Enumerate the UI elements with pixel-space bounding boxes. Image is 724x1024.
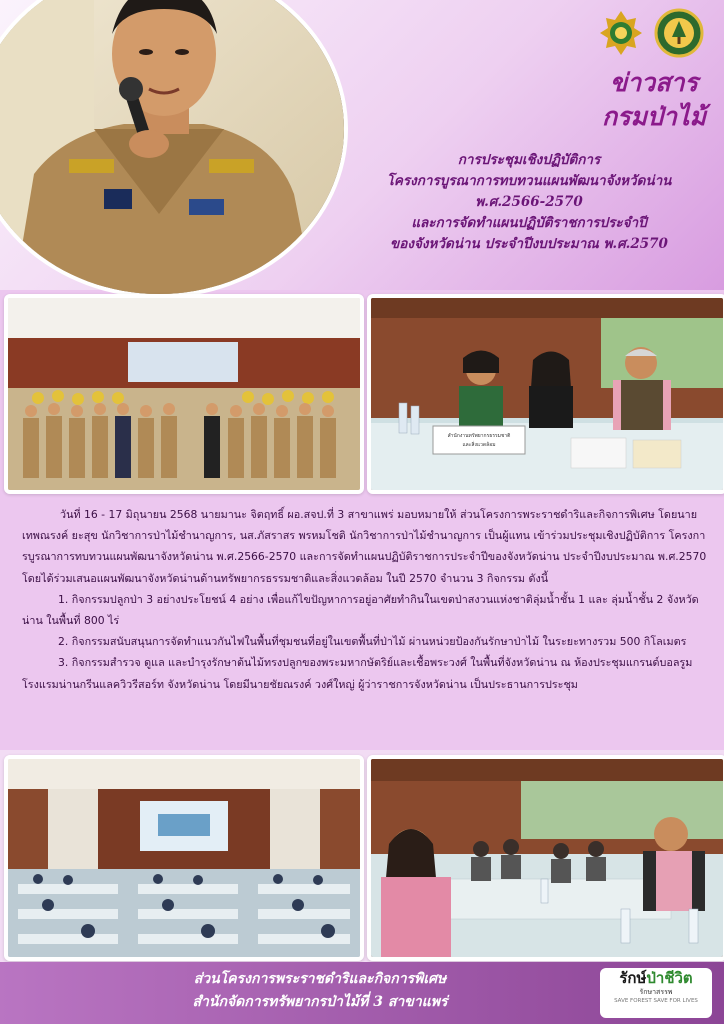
footer-line: สำนักจัดการทรัพยากรป่าไม้ที่ 3 สาขาแพร่: [192, 994, 448, 1010]
news-title: [602, 66, 706, 134]
group-photo: [4, 294, 364, 494]
activity-item-1: 1. กิจกรรมปลูกป่า 3 อย่างประโยชน์ 4 อย่าง เพื่อแก้ไขปัญหาการอยู่อาศัยทำกินในเขตป่าสงวนแห่งชาติลุ่มน้ำชั้น 1 และ ลุ่มน้ำชั้น 2 จังหวัดน่าน ในพื้นที่ 800 ไร่: [22, 592, 699, 628]
attendees-photo: [367, 294, 724, 494]
save-forest-logo: [600, 968, 712, 1018]
brand-sub-text: รักษาสรรพ: [639, 988, 673, 996]
headline-line: พ.ศ.2566-2570: [475, 194, 583, 210]
brand-tagline: SAVE FOREST SAVE FOR LIVES: [614, 998, 698, 1004]
activity-item-2: 2. กิจกรรมสนับสนุนการจัดทำแนวกันไฟในพื้นที่ชุมชนที่อยู่ในเขตพื้นที่ป่าไม้ ผ่านหน่วยป้องกันรักษาป่าไม้ ในระยะทางรวม 500 กิโลเมตร: [58, 635, 687, 649]
headline: [340, 150, 718, 255]
news-title-line: ข่าวสาร: [610, 68, 698, 97]
footer-line: ส่วนโครงการพระราชดำริและกิจการพิเศษ: [193, 971, 447, 987]
ministry-emblem-icon: [596, 8, 646, 58]
workshop-photo: [367, 755, 724, 961]
news-title-line: กรมป่าไม้: [601, 102, 706, 131]
brand-part: ชีวิต: [664, 969, 693, 987]
headline-line: โครงการบูรณาการทบทวนแผนพัฒนาจังหวัดน่าน: [386, 173, 672, 189]
paragraph-intro: วันที่ 16 - 17 มิถุนายน 2568 นายมานะ จิตฤทธิ์ ผอ.สจป.ที่ 3 สาขาแพร่ มอบหมายให้ ส่วนโครงการพระราชดำริและกิจการพิเศษ โดยนายเทพณรงค์ ยะสุข นักวิชาการป่าไม้ชำนาญการ, นส.ภัสราสร พรหมโชติ นักวิชาการป่าไม้ชำนาญการ เป็นผู้แทน เข้าร่วมประชุมเชิงปฏิบัติการ โครงการบูรณาการทบทวนแผนพัฒนาจังหวัดน่าน พ.ศ.2566-2570 และการจัดทำแผนปฏิบัติราชการประจำปีของจังหวัดน่าน ประจำปีงบประมาณ พ.ศ.2570 โดยได้ร่วมเสนอแผนพัฒนาจังหวัดน่านด้านทรัพยากรธรรมชาติและสิ่งแวดล้อม ในปี 2570 จำนวน 3 กิจกรรม ดังนี้: [22, 508, 707, 585]
nameplate-text: และสิ่งแวดล้อม: [462, 442, 496, 448]
footer-caption: [60, 968, 580, 1014]
headline-line: การประชุมเชิงปฏิบัติการ: [457, 152, 601, 168]
meeting-hall-photo: [4, 755, 364, 961]
article-body: [22, 504, 712, 695]
forest-department-seal-icon: [654, 8, 704, 58]
activity-item-3: 3. กิจกรรมสำรวจ ดูแล และบำรุงรักษาต้นไม้ทรงปลูกของพระมหากษัตริย์และเชื้อพระวงศ์ ในพื้นที่จังหวัดน่าน ณ ห้องประชุมแกรนด์บอลรูม โรงแรมน่านกรีนแลควิวรีสอร์ท จังหวัดน่าน โดยมีนายชัยณรงค์ วงศ์ใหญ่ ผู้ว่าราชการจังหวัดน่าน เป็นประธานการประชุม: [22, 656, 693, 691]
headline-line: และการจัดทำแผนปฏิบัติราชการประจำปี: [411, 215, 647, 231]
brand-part: ป่า: [646, 969, 665, 987]
brand-main-text: [600, 968, 712, 988]
nameplate-text: สำนักงานทรัพยากรธรรมชาติ: [447, 433, 511, 439]
brand-part: รักษ์: [619, 969, 647, 987]
headline-line: ของจังหวัดน่าน ประจำปีงบประมาณ พ.ศ.2570: [390, 236, 668, 252]
